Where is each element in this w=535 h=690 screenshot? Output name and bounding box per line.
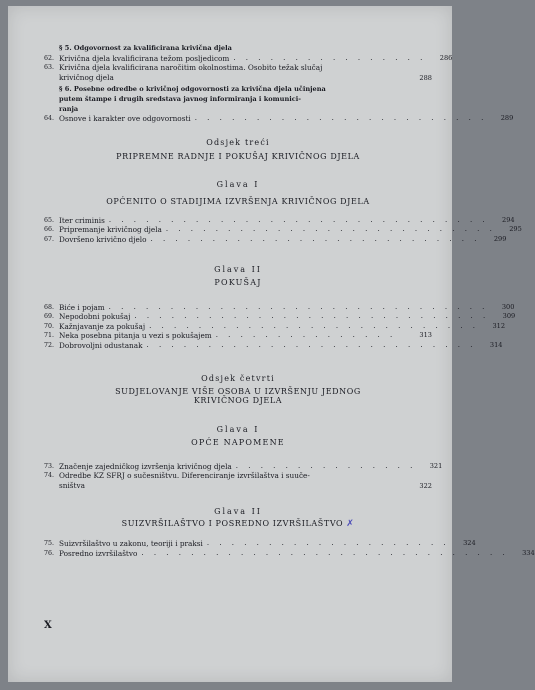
toc-entry-number: 62. (44, 54, 55, 62)
chapter-label: Glava I (216, 424, 260, 434)
toc-entry-page: 289 (500, 114, 514, 123)
toc-entry-page: 313 (419, 331, 432, 340)
division-title-line: KRIVIČNOG DJELA (193, 395, 283, 405)
toc-entry-page: 286 (439, 53, 453, 62)
toc-entry-number: 70. (44, 322, 55, 330)
toc-entry-number: 66. (44, 226, 55, 234)
toc-entry-title: Biće i pojam (59, 302, 105, 312)
chapter-label: Glava II (214, 264, 262, 274)
leader-dots: . . . . . . . . . . . . . . . . . . . . . . . . . . . (146, 340, 477, 349)
toc-entry-65 (44, 215, 515, 226)
toc-entry-70 (44, 321, 506, 332)
toc-entry-number: 73. (44, 462, 55, 470)
toc-entry-title: Osnove i karakter ove odgovornosti (59, 114, 191, 124)
toc-entry-page: 299 (493, 234, 507, 243)
leader-dots: . . . . . . . . . . . . . . . . . . . . . . . . . . . (149, 321, 480, 330)
toc-entry-title: Suizvršilaštvo u zakonu, teoriji i praksi (59, 539, 203, 549)
chapter-title: OPĆENITO O STADIJIMA IZVRŠENJA KRIVIČNOG DJELA (106, 196, 370, 206)
page-folio: X (44, 620, 52, 631)
toc-subheading-text: § 5. Odgovornost za kvalificirana krivična djela (59, 44, 232, 52)
toc-entry-76 (44, 548, 535, 559)
toc-subheading-continued: ranja (59, 104, 79, 113)
toc-entry-title: Pripremanje krivičnog djela (59, 225, 162, 235)
toc-entry-title-continued: krivičnog djela (59, 72, 114, 82)
pen-mark-icon: ✗ (346, 519, 355, 530)
chapter-title-text: SUIZVRŠILAŠTVO I POSREDNO IZVRŠILAŠTVO (121, 519, 344, 529)
toc-subheading-5 (44, 44, 432, 54)
toc-entry-page: 334 (522, 548, 535, 557)
chapter-label: Glava II (214, 507, 262, 517)
leader-dots: . . . . . . . . . . . . . . . . . . . . . . . . (194, 114, 488, 123)
leader-dots: . . . . . . . . . . . . . . . . . . . . . . . . . . . . . (134, 312, 490, 321)
toc-subheading-6 (44, 85, 432, 95)
toc-entry-title: Iter criminis (59, 215, 105, 225)
toc-entry-page: 314 (489, 340, 503, 349)
toc-entry-63-continuation (44, 73, 432, 83)
toc-entry-number: 64. (44, 115, 55, 123)
toc-entry-number: 75. (44, 540, 55, 548)
toc-entry-66 (44, 225, 522, 235)
toc-entry-64 (44, 114, 514, 124)
toc-entry-title: Posredno izvršilaštvo (59, 548, 138, 558)
toc-entry-title: Krivična djela kvalificirana težom posljedicom (59, 53, 230, 63)
leader-dots: . . . . . . . . . . . . . . . . . . . . . . . . . . . . . . . (108, 302, 489, 311)
table-of-contents (44, 44, 535, 558)
toc-entry-number: 65. (44, 216, 55, 224)
leader-dots: . . . . . . . . . . . . . . . . (233, 53, 427, 62)
chapter-title: OPĆE NAPOMENE (191, 437, 285, 447)
toc-entry-page: 324 (463, 539, 476, 548)
toc-entry-62 (44, 53, 453, 64)
toc-entry-title-continued: sništva (59, 480, 85, 490)
toc-entry-page: 294 (502, 215, 515, 224)
toc-entry-page: 309 (502, 312, 516, 321)
division-label: Odsjek treći (206, 137, 270, 147)
toc-entry-68 (44, 302, 515, 313)
division-label: Odsjek četvrti (201, 373, 275, 383)
toc-entry-title: Značenje zajedničkog izvršenja krivičnog djela (59, 461, 232, 471)
toc-entry-number: 71. (44, 332, 55, 340)
leader-dots: . . . . . . . . . . . . . . . . . . . . . . . . . . . . . . . (108, 215, 489, 224)
chapter-label: Glava I (216, 179, 260, 189)
toc-entry-number: 69. (44, 313, 55, 321)
toc-entry-75 (44, 539, 476, 549)
leader-dots: . . . . . . . . . . . . . . . . . . . . (206, 539, 450, 548)
toc-subheading-text: § 6. Posebne odredbe o krivičnoj odgovornosti za krivična djela učinjena (59, 85, 326, 94)
toc-entry-page: 322 (419, 482, 432, 491)
division-title-line: SUDJELOVANJE VIŠE OSOBA U IZVRŠENJU JEDNOG (115, 386, 361, 396)
toc-entry-73 (44, 461, 443, 472)
toc-entry-number: 68. (44, 303, 55, 311)
leader-dots: . . . . . . . . . . . . . . . . . . . . . . . . . . . . . . (141, 548, 509, 557)
leader-dots: . . . . . . . . . . . . . . . . . . . . . . . . . . . (150, 234, 481, 243)
toc-entry-63 (44, 63, 432, 73)
toc-entry-page: 312 (492, 321, 506, 330)
toc-entry-67 (44, 234, 507, 245)
toc-entry-72 (44, 340, 503, 351)
toc-entry-page: 295 (509, 225, 522, 234)
toc-entry-title: Odredbe KZ SFRJ o sučesništvu. Diferenciranje izvršilaštva i suuče- (59, 471, 310, 481)
division-title: PRIPREMNE RADNJE I POKUŠAJ KRIVIČNOG DJELA (116, 151, 360, 161)
toc-entry-title: Dobrovoljni odustanak (59, 340, 143, 350)
toc-entry-title: Dovršeno krivično djelo (59, 234, 147, 244)
toc-entry-69 (44, 312, 516, 322)
toc-entry-title: Nepodobni pokušaj (59, 312, 131, 322)
leader-dots: . . . . . . . . . . . . . . . (235, 461, 417, 470)
toc-entry-page: 288 (419, 74, 432, 83)
toc-entry-number: 74. (44, 472, 55, 480)
leader-dots: . . . . . . . . . . . . . . . . . . . . . . . . . . . (165, 225, 496, 234)
toc-entry-title: Kažnjavanje za pokušaj (59, 321, 146, 331)
toc-entry-number: 76. (44, 549, 55, 557)
leader-dots: . . . . . . . . . . . . . . . (215, 331, 397, 340)
toc-subheading-continued: putem štampe i drugih sredstava javnog informiranja i komunici- (59, 94, 301, 103)
chapter-title: POKUŠAJ (214, 277, 262, 287)
toc-entry-page: 300 (501, 302, 515, 311)
toc-entry-number: 67. (44, 235, 55, 243)
toc-entry-74 (44, 471, 432, 481)
toc-entry-74-continuation (44, 481, 432, 491)
toc-entry-number: 63. (44, 64, 55, 72)
toc-entry-page: 321 (429, 461, 443, 470)
chapter-title (44, 519, 432, 529)
toc-entry-71 (44, 331, 432, 341)
toc-entry-title: Krivična djela kvalificirana naročitim okolnostima. Osobito težak slučaj (59, 63, 323, 73)
toc-entry-number: 72. (44, 341, 55, 349)
toc-entry-title: Neka posebna pitanja u vezi s pokušajem (59, 331, 212, 341)
book-page (8, 6, 535, 682)
